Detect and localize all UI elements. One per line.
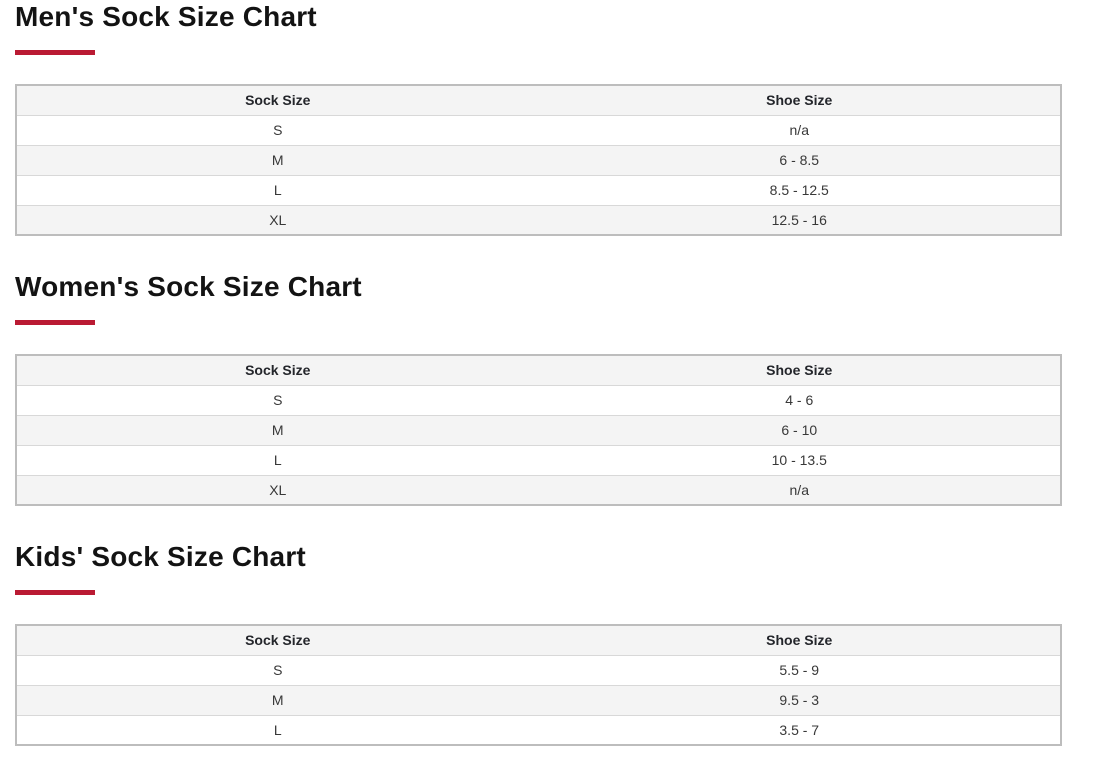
sock-size-cell: M (16, 415, 539, 445)
table-row (16, 205, 1061, 235)
shoe-size-cell: 6 - 8.5 (539, 145, 1062, 175)
column-header-shoe-size: Shoe Size (539, 625, 1062, 655)
mens-sock-size-section (15, 0, 1062, 236)
shoe-size-cell: 10 - 13.5 (539, 445, 1062, 475)
column-header-shoe-size: Shoe Size (539, 85, 1062, 115)
womens-size-table (15, 354, 1062, 506)
kids-size-table (15, 624, 1062, 746)
column-header-sock-size: Sock Size (16, 625, 539, 655)
sock-size-cell: M (16, 145, 539, 175)
kids-section-title: Kids' Sock Size Chart (15, 541, 306, 572)
table-row (16, 715, 1061, 745)
sock-size-cell: XL (16, 205, 539, 235)
shoe-size-cell: 12.5 - 16 (539, 205, 1062, 235)
sock-size-cell: S (16, 115, 539, 145)
table-row (16, 175, 1061, 205)
shoe-size-cell: 3.5 - 7 (539, 715, 1062, 745)
table-row (16, 145, 1061, 175)
womens-sock-size-section (15, 270, 1062, 506)
shoe-size-cell: 5.5 - 9 (539, 655, 1062, 685)
sock-size-cell: S (16, 655, 539, 685)
shoe-size-cell: 9.5 - 3 (539, 685, 1062, 715)
kids-sock-size-section (15, 540, 1062, 746)
sock-size-cell: L (16, 715, 539, 745)
sock-size-cell: L (16, 445, 539, 475)
sock-size-cell: L (16, 175, 539, 205)
sock-size-cell: XL (16, 475, 539, 505)
table-row (16, 445, 1061, 475)
table-header-row (16, 355, 1061, 385)
mens-size-table (15, 84, 1062, 236)
table-header-row (16, 625, 1061, 655)
table-header-row (16, 85, 1061, 115)
column-header-sock-size: Sock Size (16, 85, 539, 115)
table-row (16, 115, 1061, 145)
table-row (16, 415, 1061, 445)
shoe-size-cell: 6 - 10 (539, 415, 1062, 445)
sock-size-cell: S (16, 385, 539, 415)
table-row (16, 475, 1061, 505)
table-row (16, 685, 1061, 715)
shoe-size-cell: 8.5 - 12.5 (539, 175, 1062, 205)
shoe-size-cell: n/a (539, 115, 1062, 145)
table-row (16, 655, 1061, 685)
shoe-size-cell: 4 - 6 (539, 385, 1062, 415)
sock-size-cell: M (16, 685, 539, 715)
red-accent-rule (15, 50, 95, 55)
red-accent-rule (15, 320, 95, 325)
column-header-shoe-size: Shoe Size (539, 355, 1062, 385)
shoe-size-cell: n/a (539, 475, 1062, 505)
red-accent-rule (15, 590, 95, 595)
table-row (16, 385, 1061, 415)
mens-section-title: Men's Sock Size Chart (15, 1, 317, 32)
column-header-sock-size: Sock Size (16, 355, 539, 385)
womens-section-title: Women's Sock Size Chart (15, 271, 362, 302)
